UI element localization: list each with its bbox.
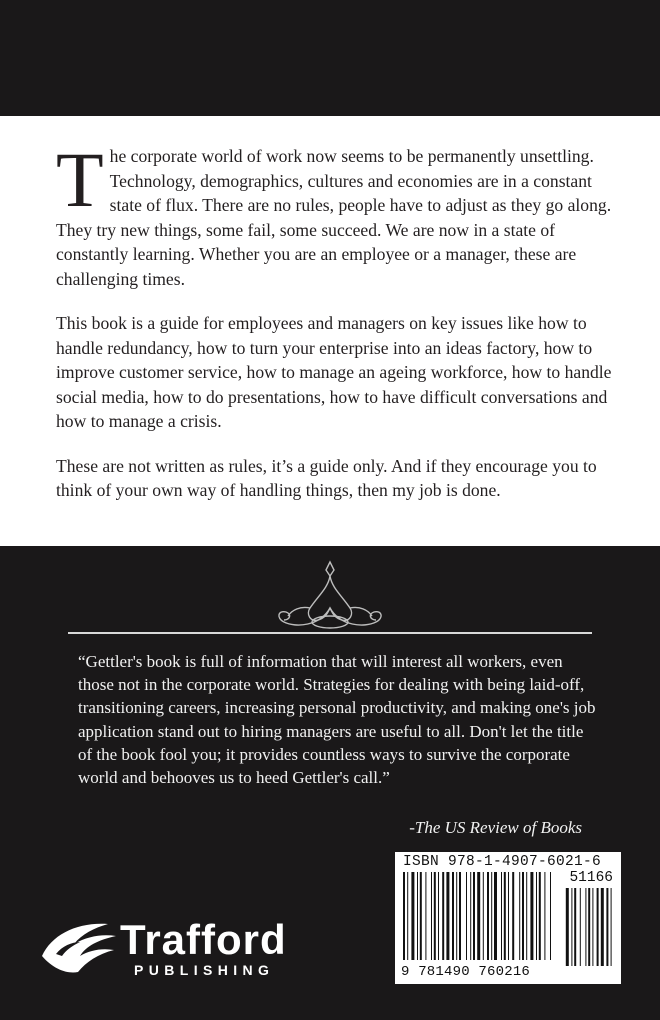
barcode-bar bbox=[504, 872, 506, 960]
barcode-addon-bar bbox=[597, 888, 599, 966]
barcode-bar bbox=[522, 872, 524, 960]
barcode-addon-bar bbox=[574, 888, 576, 966]
barcode-digits: 9 781490 760216 bbox=[401, 964, 531, 980]
review-quote-text: “Gettler's book is full of information that will interest all workers, even those not in the corporate world. Strategies for dealing with being laid-off, transitioning careers, increasing personal productivity, and making one's job application stand out to hiring managers are useful to all. Don't let the title of the book fool you; it provides countless ways to survive the corporate world and behooves us to heed Gettler's call.” bbox=[78, 652, 596, 788]
trafford-logo bbox=[38, 916, 328, 986]
barcode-bar bbox=[417, 872, 418, 960]
review-quote bbox=[78, 650, 598, 789]
barcode-bar bbox=[466, 872, 467, 960]
barcode-bar bbox=[425, 872, 426, 960]
barcode-addon: 51166 bbox=[569, 870, 613, 886]
barcode-bar bbox=[403, 872, 405, 960]
barcode-addon-bar bbox=[580, 888, 581, 966]
barcode-addon-bar bbox=[592, 888, 593, 966]
barcode-bar bbox=[473, 872, 475, 960]
barcode-bar bbox=[431, 872, 432, 960]
barcode-bar bbox=[501, 872, 502, 960]
barcode-bar bbox=[519, 872, 520, 960]
barcode-addon-bar bbox=[606, 888, 608, 966]
barcode-bar bbox=[456, 872, 457, 960]
barcode-bar bbox=[539, 872, 541, 960]
blurb-paragraph-3: These are not written as rules, it’s a guide only. And if they encourage you to think of your own way of handling things, then my job is done. bbox=[56, 455, 597, 500]
flourish-ornament-icon bbox=[270, 556, 390, 636]
barcode-bar bbox=[459, 872, 461, 960]
publisher-subline: PUBLISHING bbox=[134, 962, 275, 978]
lower-panel bbox=[0, 546, 660, 1020]
barcode-bar bbox=[512, 872, 514, 960]
barcode-bar bbox=[420, 872, 422, 960]
barcode-bar bbox=[434, 872, 436, 960]
barcode bbox=[395, 852, 621, 984]
barcode-bar bbox=[508, 872, 509, 960]
blurb-paragraph-1-text: he corporate world of work now seems to be permanently unsettling. Technology, demographics, cultures and economies are in a constant state of flux. There are no rules, people have to adjust as they go along. They try new things, some fail, some succeed. We are now in a state of constantly learning. Whether you are an employee or a manager, these are challenging times. bbox=[56, 146, 612, 289]
barcode-addon-bar bbox=[601, 888, 604, 966]
barcode-bar bbox=[446, 872, 449, 960]
barcode-bar bbox=[544, 872, 545, 960]
barcode-bar bbox=[477, 872, 480, 960]
barcode-bar bbox=[411, 872, 414, 960]
barcode-addon-bar bbox=[571, 888, 572, 966]
barcode-bar bbox=[438, 872, 439, 960]
barcode-bar bbox=[550, 872, 551, 960]
barcode-addon-bar bbox=[566, 888, 569, 966]
barcode-bar bbox=[491, 872, 492, 960]
blurb-panel bbox=[0, 116, 660, 546]
isbn-label: ISBN 978-1-4907-6021-6 bbox=[403, 854, 602, 870]
barcode-bars bbox=[403, 872, 613, 968]
top-band bbox=[0, 0, 660, 116]
barcode-addon-bar bbox=[611, 888, 612, 966]
barcode-bar bbox=[487, 872, 489, 960]
barcode-bar bbox=[452, 872, 454, 960]
blurb-paragraph-1 bbox=[56, 136, 616, 291]
barcode-bar bbox=[494, 872, 497, 960]
barcode-addon-bar bbox=[588, 888, 590, 966]
barcode-bar bbox=[483, 872, 484, 960]
barcode-bar bbox=[530, 872, 533, 960]
barcode-bar bbox=[536, 872, 537, 960]
drop-cap: T bbox=[56, 136, 104, 223]
barcode-bar bbox=[407, 872, 408, 960]
barcode-bar bbox=[470, 872, 471, 960]
publisher-name: Trafford bbox=[120, 916, 287, 963]
blurb-paragraph-2: This book is a guide for employees and managers on key issues like how to handle redundancy, how to turn your enterprise into an ideas factory, how to improve customer service, how to manage an ageing workforce, how to handle social media, how to do presentations, how to have difficult conversations and how to manage a crisis. bbox=[56, 313, 612, 431]
barcode-bar bbox=[442, 872, 444, 960]
blurb-text bbox=[56, 136, 616, 523]
divider-rule bbox=[68, 632, 592, 634]
review-attribution: -The US Review of Books bbox=[409, 818, 582, 837]
barcode-addon-bar bbox=[585, 888, 586, 966]
barcode-bar bbox=[526, 872, 527, 960]
wave-hand-icon bbox=[38, 916, 122, 978]
